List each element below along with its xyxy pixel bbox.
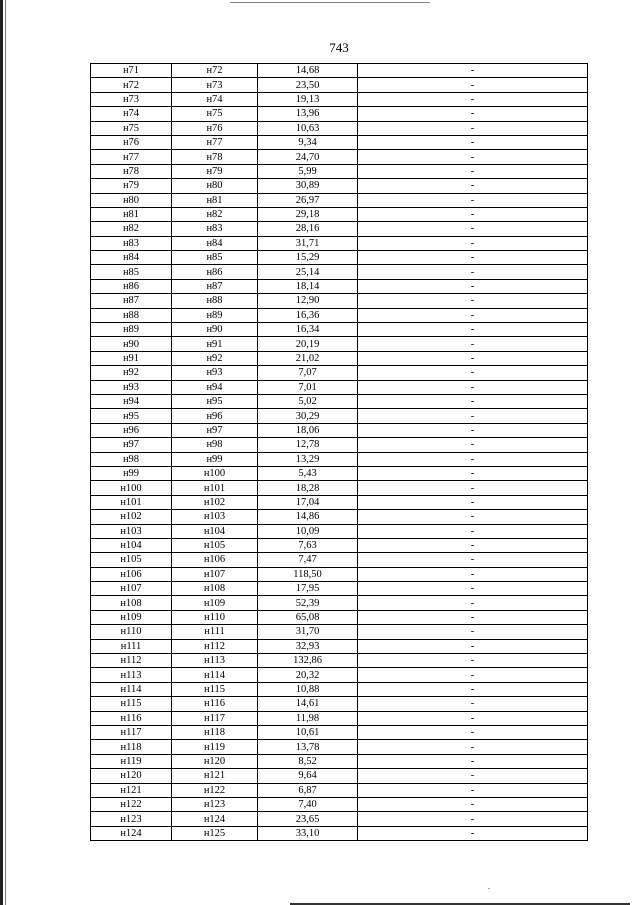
note-cell: -	[358, 625, 588, 639]
note-cell: -	[358, 351, 588, 365]
note-cell: -	[358, 179, 588, 193]
from-point-cell: н100	[91, 481, 172, 495]
from-point-cell: н73	[91, 92, 172, 106]
length-cell: 20,32	[258, 668, 358, 682]
table-row	[91, 625, 588, 639]
length-cell: 14,86	[258, 510, 358, 524]
to-point-cell: н111	[172, 625, 258, 639]
table-row	[91, 740, 588, 754]
from-point-cell: н96	[91, 423, 172, 437]
length-cell: 17,95	[258, 582, 358, 596]
from-point-cell: н124	[91, 826, 172, 840]
length-cell: 12,78	[258, 438, 358, 452]
note-cell: -	[358, 394, 588, 408]
to-point-cell: н106	[172, 553, 258, 567]
note-cell: -	[358, 323, 588, 337]
table-row	[91, 279, 588, 293]
from-point-cell: н82	[91, 222, 172, 236]
table-row	[91, 538, 588, 552]
length-cell: 31,71	[258, 236, 358, 250]
to-point-cell: н110	[172, 610, 258, 624]
to-point-cell: н125	[172, 826, 258, 840]
length-cell: 10,88	[258, 682, 358, 696]
note-cell: -	[358, 366, 588, 380]
note-cell: -	[358, 754, 588, 768]
table-row	[91, 610, 588, 624]
length-cell: 5,02	[258, 394, 358, 408]
to-point-cell: н120	[172, 754, 258, 768]
to-point-cell: н119	[172, 740, 258, 754]
length-cell: 23,65	[258, 812, 358, 826]
length-cell: 30,89	[258, 179, 358, 193]
table-row	[91, 222, 588, 236]
from-point-cell: н79	[91, 179, 172, 193]
to-point-cell: н79	[172, 164, 258, 178]
note-cell: -	[358, 826, 588, 840]
length-cell: 30,29	[258, 409, 358, 423]
coordinates-table	[90, 63, 588, 841]
table-row	[91, 380, 588, 394]
length-cell: 10,61	[258, 725, 358, 739]
to-point-cell: н113	[172, 654, 258, 668]
length-cell: 5,43	[258, 466, 358, 480]
table-row	[91, 452, 588, 466]
from-point-cell: н80	[91, 193, 172, 207]
length-cell: 7,47	[258, 553, 358, 567]
length-cell: 5,99	[258, 164, 358, 178]
to-point-cell: н103	[172, 510, 258, 524]
to-point-cell: н80	[172, 179, 258, 193]
table-row	[91, 366, 588, 380]
from-point-cell: н105	[91, 553, 172, 567]
from-point-cell: н89	[91, 323, 172, 337]
table-body	[91, 64, 588, 841]
length-cell: 9,64	[258, 769, 358, 783]
length-cell: 8,52	[258, 754, 358, 768]
note-cell: -	[358, 438, 588, 452]
table-row	[91, 495, 588, 509]
to-point-cell: н112	[172, 639, 258, 653]
length-cell: 132,86	[258, 654, 358, 668]
table-row	[91, 308, 588, 322]
table-row	[91, 466, 588, 480]
note-cell: -	[358, 279, 588, 293]
to-point-cell: н86	[172, 265, 258, 279]
from-point-cell: н106	[91, 567, 172, 581]
to-point-cell: н83	[172, 222, 258, 236]
from-point-cell: н122	[91, 797, 172, 811]
table-row	[91, 164, 588, 178]
to-point-cell: н76	[172, 121, 258, 135]
length-cell: 14,68	[258, 64, 358, 78]
from-point-cell: н92	[91, 366, 172, 380]
note-cell: -	[358, 265, 588, 279]
table-row	[91, 596, 588, 610]
scan-speck	[488, 888, 490, 889]
note-cell: -	[358, 725, 588, 739]
to-point-cell: н94	[172, 380, 258, 394]
from-point-cell: н72	[91, 78, 172, 92]
table-row	[91, 236, 588, 250]
note-cell: -	[358, 538, 588, 552]
from-point-cell: н101	[91, 495, 172, 509]
table-row	[91, 207, 588, 221]
from-point-cell: н99	[91, 466, 172, 480]
note-cell: -	[358, 64, 588, 78]
from-point-cell: н112	[91, 654, 172, 668]
table-row	[91, 78, 588, 92]
from-point-cell: н94	[91, 394, 172, 408]
length-cell: 33,10	[258, 826, 358, 840]
from-point-cell: н83	[91, 236, 172, 250]
to-point-cell: н90	[172, 323, 258, 337]
length-cell: 24,70	[258, 150, 358, 164]
to-point-cell: н96	[172, 409, 258, 423]
length-cell: 7,01	[258, 380, 358, 394]
page-number: 743	[329, 40, 349, 55]
table-row	[91, 812, 588, 826]
from-point-cell: н84	[91, 251, 172, 265]
to-point-cell: н101	[172, 481, 258, 495]
to-point-cell: н93	[172, 366, 258, 380]
table-row	[91, 265, 588, 279]
length-cell: 10,09	[258, 524, 358, 538]
to-point-cell: н102	[172, 495, 258, 509]
table-row	[91, 409, 588, 423]
table-row	[91, 567, 588, 581]
note-cell: -	[358, 251, 588, 265]
note-cell: -	[358, 423, 588, 437]
table-row	[91, 769, 588, 783]
length-cell: 31,70	[258, 625, 358, 639]
note-cell: -	[358, 711, 588, 725]
to-point-cell: н89	[172, 308, 258, 322]
note-cell: -	[358, 524, 588, 538]
table-row	[91, 553, 588, 567]
to-point-cell: н84	[172, 236, 258, 250]
length-cell: 7,07	[258, 366, 358, 380]
table-row	[91, 323, 588, 337]
length-cell: 29,18	[258, 207, 358, 221]
length-cell: 11,98	[258, 711, 358, 725]
table-row	[91, 438, 588, 452]
note-cell: -	[358, 682, 588, 696]
length-cell: 13,29	[258, 452, 358, 466]
from-point-cell: н115	[91, 697, 172, 711]
from-point-cell: н119	[91, 754, 172, 768]
to-point-cell: н123	[172, 797, 258, 811]
table-row	[91, 121, 588, 135]
length-cell: 14,61	[258, 697, 358, 711]
note-cell: -	[358, 150, 588, 164]
to-point-cell: н116	[172, 697, 258, 711]
note-cell: -	[358, 639, 588, 653]
table-row	[91, 92, 588, 106]
to-point-cell: н82	[172, 207, 258, 221]
from-point-cell: н88	[91, 308, 172, 322]
from-point-cell: н110	[91, 625, 172, 639]
to-point-cell: н114	[172, 668, 258, 682]
length-cell: 20,19	[258, 337, 358, 351]
length-cell: 9,34	[258, 135, 358, 149]
table-row	[91, 193, 588, 207]
table-row	[91, 783, 588, 797]
table-row	[91, 639, 588, 653]
from-point-cell: н108	[91, 596, 172, 610]
table-row	[91, 725, 588, 739]
from-point-cell: н85	[91, 265, 172, 279]
from-point-cell: н90	[91, 337, 172, 351]
length-cell: 18,14	[258, 279, 358, 293]
to-point-cell: н88	[172, 294, 258, 308]
note-cell: -	[358, 466, 588, 480]
table-row	[91, 179, 588, 193]
to-point-cell: н87	[172, 279, 258, 293]
from-point-cell: н71	[91, 64, 172, 78]
note-cell: -	[358, 452, 588, 466]
length-cell: 6,87	[258, 783, 358, 797]
from-point-cell: н103	[91, 524, 172, 538]
from-point-cell: н123	[91, 812, 172, 826]
note-cell: -	[358, 78, 588, 92]
from-point-cell: н109	[91, 610, 172, 624]
note-cell: -	[358, 610, 588, 624]
from-point-cell: н107	[91, 582, 172, 596]
from-point-cell: н95	[91, 409, 172, 423]
to-point-cell: н98	[172, 438, 258, 452]
from-point-cell: н93	[91, 380, 172, 394]
to-point-cell: н109	[172, 596, 258, 610]
note-cell: -	[358, 812, 588, 826]
length-cell: 21,02	[258, 351, 358, 365]
note-cell: -	[358, 92, 588, 106]
table-row	[91, 711, 588, 725]
to-point-cell: н91	[172, 337, 258, 351]
length-cell: 52,39	[258, 596, 358, 610]
to-point-cell: н118	[172, 725, 258, 739]
table-row	[91, 697, 588, 711]
note-cell: -	[358, 409, 588, 423]
scan-edge-left	[0, 0, 3, 905]
to-point-cell: н97	[172, 423, 258, 437]
note-cell: -	[358, 769, 588, 783]
table-row	[91, 654, 588, 668]
from-point-cell: н113	[91, 668, 172, 682]
to-point-cell: н122	[172, 783, 258, 797]
table-row	[91, 351, 588, 365]
note-cell: -	[358, 797, 588, 811]
from-point-cell: н76	[91, 135, 172, 149]
length-cell: 25,14	[258, 265, 358, 279]
note-cell: -	[358, 697, 588, 711]
to-point-cell: н121	[172, 769, 258, 783]
length-cell: 12,90	[258, 294, 358, 308]
length-cell: 15,29	[258, 251, 358, 265]
to-point-cell: н115	[172, 682, 258, 696]
table-row	[91, 797, 588, 811]
note-cell: -	[358, 164, 588, 178]
from-point-cell: н121	[91, 783, 172, 797]
to-point-cell: н85	[172, 251, 258, 265]
note-cell: -	[358, 294, 588, 308]
note-cell: -	[358, 495, 588, 509]
note-cell: -	[358, 654, 588, 668]
to-point-cell: н77	[172, 135, 258, 149]
from-point-cell: н75	[91, 121, 172, 135]
length-cell: 32,93	[258, 639, 358, 653]
from-point-cell: н102	[91, 510, 172, 524]
table-row	[91, 423, 588, 437]
note-cell: -	[358, 121, 588, 135]
table-row	[91, 150, 588, 164]
length-cell: 13,96	[258, 107, 358, 121]
table-row	[91, 682, 588, 696]
table-row	[91, 135, 588, 149]
note-cell: -	[358, 135, 588, 149]
to-point-cell: н72	[172, 64, 258, 78]
to-point-cell: н117	[172, 711, 258, 725]
table-row	[91, 251, 588, 265]
note-cell: -	[358, 553, 588, 567]
length-cell: 18,06	[258, 423, 358, 437]
table-row	[91, 294, 588, 308]
length-cell: 19,13	[258, 92, 358, 106]
length-cell: 10,63	[258, 121, 358, 135]
from-point-cell: н81	[91, 207, 172, 221]
length-cell: 17,04	[258, 495, 358, 509]
to-point-cell: н105	[172, 538, 258, 552]
note-cell: -	[358, 107, 588, 121]
from-point-cell: н91	[91, 351, 172, 365]
scan-top-line	[230, 2, 430, 3]
from-point-cell: н98	[91, 452, 172, 466]
length-cell: 28,16	[258, 222, 358, 236]
scan-edge-left-thin	[5, 0, 6, 905]
to-point-cell: н124	[172, 812, 258, 826]
from-point-cell: н86	[91, 279, 172, 293]
length-cell: 16,36	[258, 308, 358, 322]
note-cell: -	[358, 222, 588, 236]
from-point-cell: н117	[91, 725, 172, 739]
from-point-cell: н116	[91, 711, 172, 725]
table-row	[91, 337, 588, 351]
note-cell: -	[358, 380, 588, 394]
note-cell: -	[358, 740, 588, 754]
from-point-cell: н74	[91, 107, 172, 121]
length-cell: 7,40	[258, 797, 358, 811]
note-cell: -	[358, 582, 588, 596]
length-cell: 23,50	[258, 78, 358, 92]
note-cell: -	[358, 596, 588, 610]
table-row	[91, 582, 588, 596]
table-row	[91, 394, 588, 408]
length-cell: 7,63	[258, 538, 358, 552]
from-point-cell: н97	[91, 438, 172, 452]
from-point-cell: н104	[91, 538, 172, 552]
to-point-cell: н104	[172, 524, 258, 538]
to-point-cell: н92	[172, 351, 258, 365]
length-cell: 65,08	[258, 610, 358, 624]
table-row	[91, 668, 588, 682]
table-row	[91, 481, 588, 495]
note-cell: -	[358, 207, 588, 221]
to-point-cell: н78	[172, 150, 258, 164]
length-cell: 18,28	[258, 481, 358, 495]
table-row	[91, 524, 588, 538]
from-point-cell: н120	[91, 769, 172, 783]
to-point-cell: н75	[172, 107, 258, 121]
to-point-cell: н108	[172, 582, 258, 596]
note-cell: -	[358, 567, 588, 581]
length-cell: 118,50	[258, 567, 358, 581]
from-point-cell: н118	[91, 740, 172, 754]
from-point-cell: н78	[91, 164, 172, 178]
note-cell: -	[358, 337, 588, 351]
to-point-cell: н95	[172, 394, 258, 408]
table-row	[91, 64, 588, 78]
note-cell: -	[358, 236, 588, 250]
note-cell: -	[358, 783, 588, 797]
table-row	[91, 826, 588, 840]
table-row	[91, 510, 588, 524]
table-row	[91, 107, 588, 121]
from-point-cell: н111	[91, 639, 172, 653]
note-cell: -	[358, 481, 588, 495]
to-point-cell: н73	[172, 78, 258, 92]
to-point-cell: н99	[172, 452, 258, 466]
to-point-cell: н107	[172, 567, 258, 581]
length-cell: 16,34	[258, 323, 358, 337]
table-row	[91, 754, 588, 768]
note-cell: -	[358, 193, 588, 207]
note-cell: -	[358, 308, 588, 322]
to-point-cell: н100	[172, 466, 258, 480]
to-point-cell: н74	[172, 92, 258, 106]
length-cell: 26,97	[258, 193, 358, 207]
note-cell: -	[358, 668, 588, 682]
length-cell: 13,78	[258, 740, 358, 754]
to-point-cell: н81	[172, 193, 258, 207]
note-cell: -	[358, 510, 588, 524]
from-point-cell: н87	[91, 294, 172, 308]
from-point-cell: н114	[91, 682, 172, 696]
from-point-cell: н77	[91, 150, 172, 164]
